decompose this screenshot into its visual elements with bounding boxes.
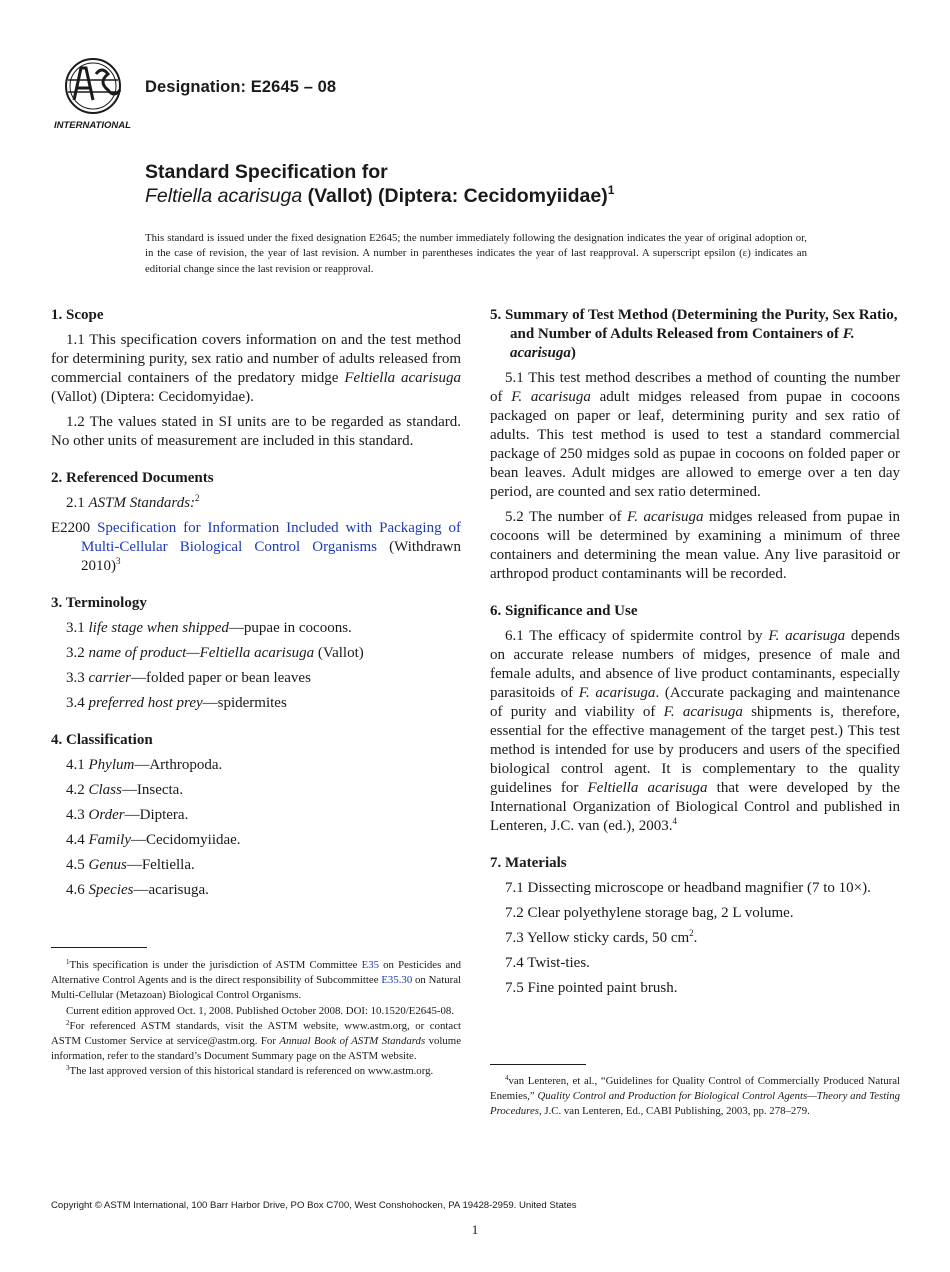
italic-text: Annual Book of ASTM Standards [279, 1035, 426, 1048]
class-item [66, 881, 461, 900]
italic-text: F. acarisuga [627, 509, 704, 525]
superscript: 2 [689, 928, 694, 938]
section-heading: 1. Scope [51, 307, 104, 323]
page-number: 1 [471, 1222, 479, 1237]
footnote-rule-right [490, 1064, 586, 1065]
standard-notice: This standard is issued under the fixed designation E2645; the number immediately following the designation indicates the year of original adoption or, in the case of revision, the year of last revision. A number in parentheses indicates the year of last reapproval. A superscript epsilon (ε) indicates an editorial change since the last revision or reapproval. [145, 232, 807, 275]
num: 3.4 [66, 695, 89, 711]
num: 4.1 [66, 757, 89, 773]
term-item [66, 694, 461, 713]
astm-logo-icon [50, 56, 136, 132]
text: van Lenteren, et al., “Guidelines for Quality Control of Commercially Produced Natural Enemies,” [490, 1075, 900, 1103]
paragraph-6-1 [490, 627, 900, 836]
num: 3.1 [66, 620, 89, 636]
text: 2.1 [66, 495, 89, 511]
subcommittee-link[interactable]: E35.30 [381, 974, 413, 987]
section-heading: 2. Referenced Documents [51, 470, 214, 486]
footnote-mark: 1 [66, 958, 70, 966]
title-rest: (Vallot) (Diptera: Cecidomyiidae) [302, 185, 608, 207]
title-footnote-mark: 1 [607, 183, 615, 197]
italic-text: Quality Control and Production for Biological Control Agents—Theory and Testing Procedures [490, 1090, 901, 1118]
term-item [66, 619, 461, 638]
definition: —spidermites [202, 695, 287, 711]
text: depends on accurate release numbers of midges, presence of male and female adults, and absence of live product contaminants, especially parasitoids of [490, 628, 900, 701]
term: name of product—Feltiella acarisuga [88, 645, 315, 661]
italic-text: F. acarisuga [768, 628, 846, 644]
material-item: 7.2 Clear polyethylene storage bag, 2 L volume. [505, 905, 794, 921]
footnote-4 [490, 1074, 900, 1120]
definition: —acarisuga. [133, 882, 209, 898]
text: 6.1 The efficacy of spidermite control by [505, 628, 769, 644]
section-classification [51, 731, 461, 900]
title-line-1: Standard Specification for [145, 161, 388, 183]
num: 4.2 [66, 782, 89, 798]
text: (Withdrawn 2010) [81, 539, 462, 574]
ref-code: E2200 [51, 520, 98, 536]
num: 3.2 [66, 645, 89, 661]
footnote-mark: 3 [66, 1064, 70, 1073]
footnote-mark: 4 [672, 816, 677, 826]
material-item: 7.1 Dissecting microscope or headband magnifier (7 to 10×). [505, 880, 871, 896]
text: shipments is, therefore, essential for the effective management of the target pest.) This test method is intended for use by producers and users of the specified biological control agent. It is complementary to the quality guidelines for [490, 704, 900, 796]
footnote-rule-left [51, 947, 147, 948]
class-item [66, 856, 461, 875]
footnote-mark: 2 [66, 1018, 70, 1027]
text: midges released from pupae in cocoons will be determined by examining a minimum of three containers and determining the mean value. Any live parasitoid or arthropod product contaminants will be recorded. [490, 509, 900, 582]
section-heading [490, 306, 900, 363]
section-heading: 3. Terminology [51, 595, 147, 611]
text: 7.3 Yellow sticky cards, 50 cm [505, 930, 690, 946]
class-item [66, 781, 461, 800]
definition: —Cecidomyiidae. [131, 832, 241, 848]
footnote-mark: 2 [195, 493, 200, 503]
text: 5. Summary of Test Method (Determining the Purity, Sex Ratio, and Number of Adults Released from Containers of [490, 307, 898, 342]
footnotes-right [490, 1074, 900, 1120]
section-materials [490, 854, 900, 998]
section-heading: 6. Significance and Use [490, 603, 638, 619]
left-column [51, 306, 461, 918]
text: For referenced ASTM standards, visit the ASTM website, www.astm.org, or contact ASTM Customer Service at service@astm.org. For [51, 1019, 461, 1048]
text: 5.2 The number of [505, 509, 628, 525]
section-terminology [51, 594, 461, 713]
italic-text: Feltiella acarisuga [587, 780, 708, 796]
astm-logo [50, 56, 136, 132]
section-referenced-documents [51, 469, 461, 576]
definition: —pupae in cocoons. [228, 620, 352, 636]
text: that were developed by the International Organization of Biological Control and published in Lenteren, J.C. van (ed.), 2003. [490, 780, 900, 834]
footnote-2 [51, 1019, 461, 1065]
term: Phylum [88, 757, 135, 773]
text: 5.1 This test method describes a method of counting the number of [490, 370, 900, 405]
footnotes-left [51, 958, 461, 1080]
term: Family [88, 832, 131, 848]
term: preferred host prey [88, 695, 203, 711]
document-title [145, 160, 865, 208]
italic-text: Feltiella acarisuga [344, 370, 461, 386]
num: 4.6 [66, 882, 89, 898]
term-item [66, 669, 461, 688]
text: on Natural Multi-Cellular (Metazoan) Biological Control Organisms. [51, 974, 462, 1002]
title-line-2 [145, 184, 865, 208]
term-item [66, 644, 461, 663]
section-heading: 4. Classification [51, 732, 153, 748]
term: Genus [88, 857, 127, 873]
text: This specification is under the jurisdiction of ASTM Committee [69, 959, 362, 971]
footnote-mark: 4 [505, 1074, 509, 1082]
definition: (Vallot) [314, 645, 364, 661]
footnote-1 [51, 958, 461, 1004]
committee-link[interactable]: E35 [361, 959, 380, 971]
paragraph-5-1 [490, 369, 900, 502]
num: 4.5 [66, 857, 89, 873]
text: . (Accurate packaging and maintenance of purity and viability of [490, 685, 901, 720]
edition-note: Current edition approved Oct. 1, 2008. Published October 2008. DOI: 10.1520/E2645-08. [66, 1004, 455, 1017]
definition: —folded paper or bean leaves [131, 670, 311, 686]
term: Order [88, 807, 125, 823]
definition: —Insecta. [121, 782, 184, 798]
text: , J.C. van Lenteren, Ed., CABI Publishing, 2003, pp. 278–279. [538, 1105, 810, 1118]
section-heading: 7. Materials [490, 855, 567, 871]
text: . [693, 930, 698, 946]
num: 3.3 [66, 670, 89, 686]
definition: —Arthropoda. [134, 757, 223, 773]
subsection-2-1 [66, 494, 461, 513]
term: Class [88, 782, 122, 798]
reference-e2200 [51, 519, 461, 576]
section-significance [490, 602, 900, 836]
term: life stage when shipped [88, 620, 229, 636]
italic-text: F. acarisuga [511, 389, 591, 405]
material-item: 7.5 Fine pointed paint brush. [505, 980, 678, 996]
paragraph-1-1 [51, 331, 461, 407]
num: 4.3 [66, 807, 89, 823]
italic-text: F. acarisuga [578, 685, 656, 701]
num: 4.4 [66, 832, 89, 848]
right-column [490, 306, 900, 1016]
term: Species [88, 882, 134, 898]
text: (Vallot) (Diptera: Cecidomyidae). [51, 389, 254, 405]
paragraph-5-2 [490, 508, 900, 584]
footnote-mark: 3 [116, 556, 121, 566]
italic-text: ASTM Standards: [88, 495, 196, 511]
class-item [66, 831, 461, 850]
copyright-line: Copyright © ASTM International, 100 Barr Harbor Drive, PO Box C700, West Conshohocken, PA 19428-2959. United States [51, 1200, 577, 1211]
text: on Pesticides and Alternative Control Agents and is the direct responsibility of Subcommittee [51, 959, 461, 987]
italic-text: F. acarisuga [510, 326, 855, 361]
class-item [66, 756, 461, 775]
text: volume information, refer to the standard’s Document Summary page on the ASTM website. [51, 1035, 461, 1063]
definition: —Feltiella. [126, 857, 195, 873]
class-item [66, 806, 461, 825]
paragraph-1-2: 1.2 The values stated in SI units are to be regarded as standard. No other units of measurement are included in this standard. [51, 414, 461, 449]
material-item: 7.4 Twist-ties. [505, 955, 590, 971]
title-species: Feltiella acarisuga [145, 185, 303, 207]
section-scope [51, 306, 461, 451]
ref-link[interactable]: Specification for Information Included with Packaging of Multi-Cellular Biological Control Organisms [81, 520, 461, 555]
text: ) [570, 345, 576, 361]
text: 1.1 This specification covers information on and the test method for determining purity, sex ratio and number of adults released from commercial containers of the predatory midge [51, 332, 461, 386]
designation: Designation: E2645 – 08 [145, 78, 337, 96]
term: carrier [88, 670, 131, 686]
italic-text: F. acarisuga [663, 704, 743, 720]
text: The last approved version of this historical standard is referenced on www.astm.org. [69, 1065, 434, 1078]
material-item [505, 929, 900, 948]
logo-text: INTERNATIONAL [54, 120, 131, 131]
section-summary [490, 306, 900, 584]
footnote-3 [51, 1064, 461, 1079]
text: adult midges released from pupae in cocoons packaged on paper or leaf, determining purity and sex ratio of adults. This test method is used to test a standard commercial package of 250 midges sold as pupae in cocoons on folded paper or bean leaves. Adult midges are allowed to emerge over a ten day period, are counted and sex ratio determined. [490, 389, 901, 500]
definition: —Diptera. [124, 807, 189, 823]
